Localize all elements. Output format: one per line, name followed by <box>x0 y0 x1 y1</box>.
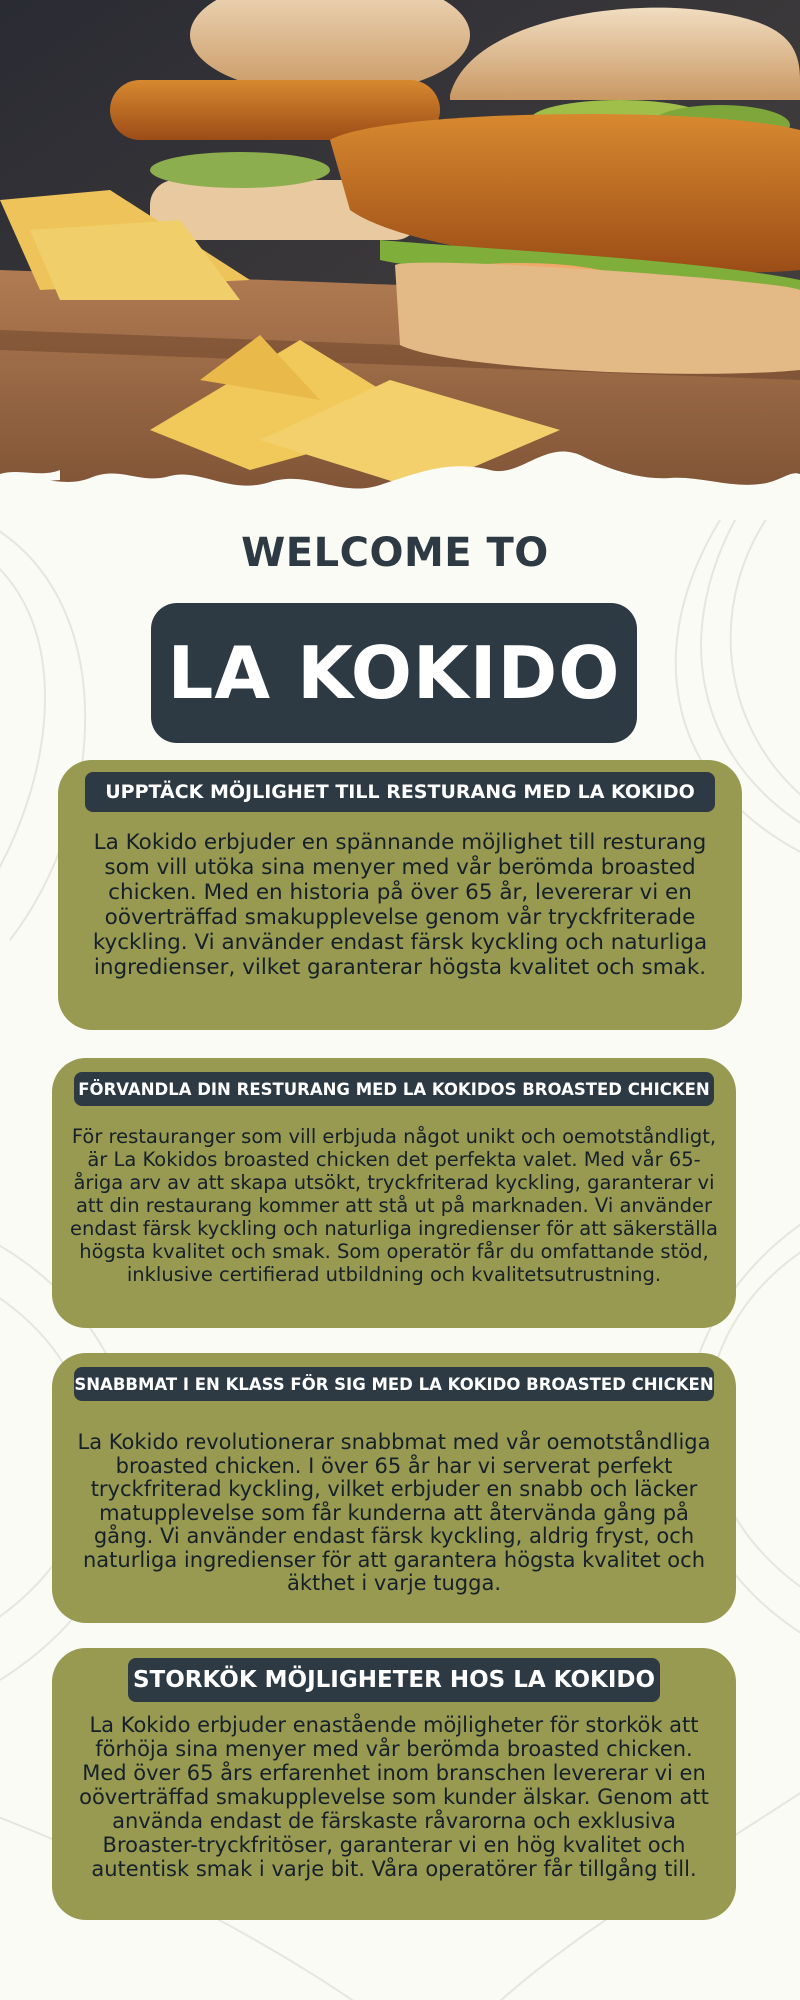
section-body: För restauranger som vill erbjuda något unikt och oemotståndligt, är La Kokidos broasted chicken det perfekta valet. Med vår 65-åriga arv av att skapa utsökt, tryckfriterad kyckling, garanterar vi att din restaurang kommer att stå ut på marknaden. Vi använder endast färsk kyckling och naturliga ingredienser för att säkerställa högsta kvalitet och smak. Som operatör får du omfattande stöd, inklusive certifierad utbildning och kvalitetsutrustning. <box>70 1125 718 1286</box>
brand-title-box <box>151 603 637 743</box>
section-heading: STORKÖK MÖJLIGHETER HOS LA KOKIDO <box>128 1658 660 1702</box>
section-body: La Kokido erbjuder enastående möjligheter för storkök att förhöja sina menyer med vår berömda broasted chicken. Med över 65 års erfarenhet inom branschen levererar vi en oöverträffad smakupplevelse som kunder älskar. Genom att använda endast de färskaste råvarorna och exklusiva Broaster-tryckfritöser, garanterar vi en hög kvalitet och autentisk smak i varje bit. Våra operatörer får tillgång till. <box>79 1713 709 1881</box>
section-heading: FÖRVANDLA DIN RESTURANG MED LA KOKIDOS BROASTED CHICKEN <box>74 1072 714 1106</box>
section-card-opportunity <box>58 760 742 1030</box>
welcome-heading: WELCOME TO <box>241 530 549 576</box>
section-body: La Kokido erbjuder en spännande möjlighet till resturang som vill utöka sina menyer med vår berömda broasted chicken. Med en historia på över 65 år, levererar vi en oöverträffad smakupplevelse genom vår tryckfriterade kyckling. Vi använder endast färsk kyckling och naturliga ingredienser, vilket garanterar högsta kvalitet och smak. <box>92 830 708 980</box>
section-body: La Kokido revolutionerar snabbmat med vår oemotståndliga broasted chicken. I över 65 år har vi serverat perfekt tryckfriterad kyckling, vilket erbjuder en snabb och läcker matupplevelse som får kunderna att återvända gång på gång. Vi använder endast färsk kyckling, aldrig fryst, och naturliga ingredienser för att garantera högsta kvalitet och äkthet i varje tugga. <box>77 1430 711 1595</box>
brand-title: LA KOKIDO <box>167 631 621 715</box>
hero-food-image <box>0 0 800 520</box>
section-card-fastfood <box>52 1353 736 1623</box>
section-heading: SNABBMAT I EN KLASS FÖR SIG MED LA KOKIDO BROASTED CHICKEN <box>74 1367 714 1401</box>
section-card-catering <box>52 1648 736 1920</box>
section-heading: UPPTÄCK MÖJLIGHET TILL RESTURANG MED LA KOKIDO <box>85 772 715 812</box>
section-card-transform <box>52 1058 736 1328</box>
